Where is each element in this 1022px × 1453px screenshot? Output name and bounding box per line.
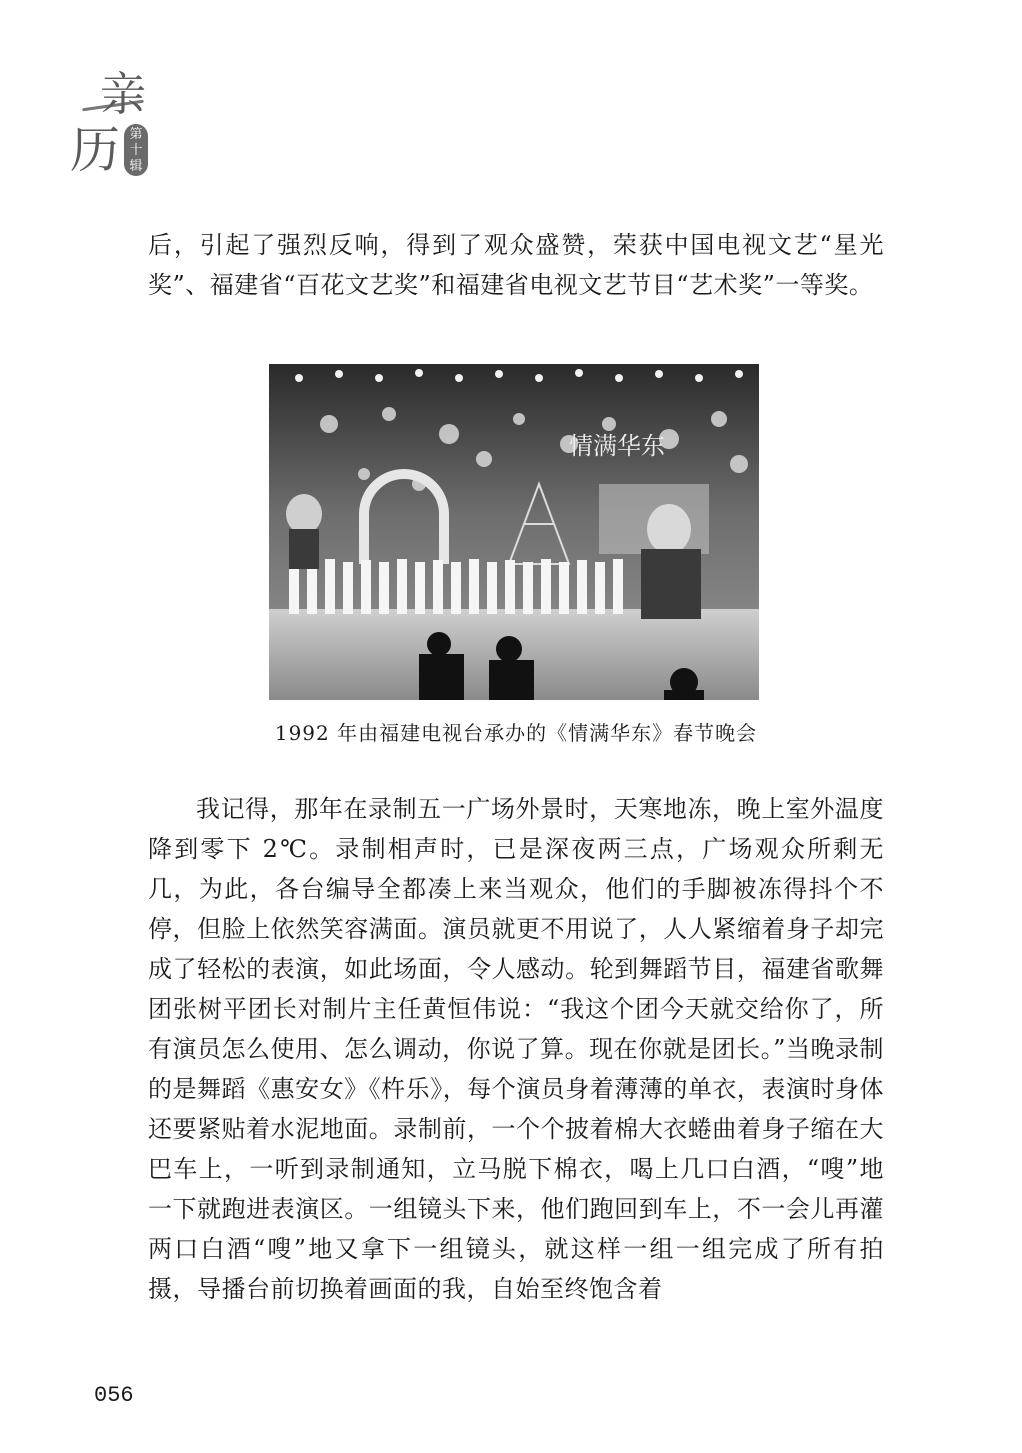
paragraph-continuation: 后，引起了强烈反响，得到了观众盛赞，荣获中国电视文艺“星光奖”、福建省“百花文艺奖”和福建省电视文艺节目“艺术奖”一等奖。 [148,231,884,299]
logo-char-li: 历 [70,121,120,179]
paragraph-memory: 我记得，那年在录制五一广场外景时，天寒地冻，晚上室外温度降到零下 2℃。录制相声时，已是深夜两三点，广场观众所剩无几，为此，各台编导全都凑上来当观众，他们的手脚被冻得抖个不停，但脸上依然笑容满面。演员就更不用说了，人人紧缩着身子却完成了轻松的表演，如此场面，令人感动。轮到舞蹈节目，福建省歌舞团张树平团长对制片主任黄恒伟说：“我这个团今天就交给你了，所有演员怎么使用、怎么调动，你说了算。现在你就是团长。”当晚录制的是舞蹈《惠安女》《杵乐》，每个演员身着薄薄的单衣，表演时身体还要紧贴着水泥地面。录制前，一个个披着棉大衣蜷曲着身子缩在大巴车上，一听到录制通知，立马脱下棉衣，喝上几口白酒，“嗖”地一下就跑进表演区。一组镜头下来，他们跑回到车上，不一会儿再灌两口白酒“嗖”地又拿下一组镜头，就这样一组一组完成了所有拍摄，导播台前切换着画面的我，自始至终饱含着 [148,795,884,1303]
logo-char-qin: 亲 [100,67,146,121]
page-number: 056 [94,1383,134,1408]
photo-caption: 1992 年由福建电视台承办的《情满华东》春节晚会 [274,721,758,745]
volume-badge: 第十辑 [124,124,148,176]
gala-stage-photo [269,364,759,700]
book-series-logo [64,58,154,183]
photo-banner-text: 情满华东 [569,432,665,460]
